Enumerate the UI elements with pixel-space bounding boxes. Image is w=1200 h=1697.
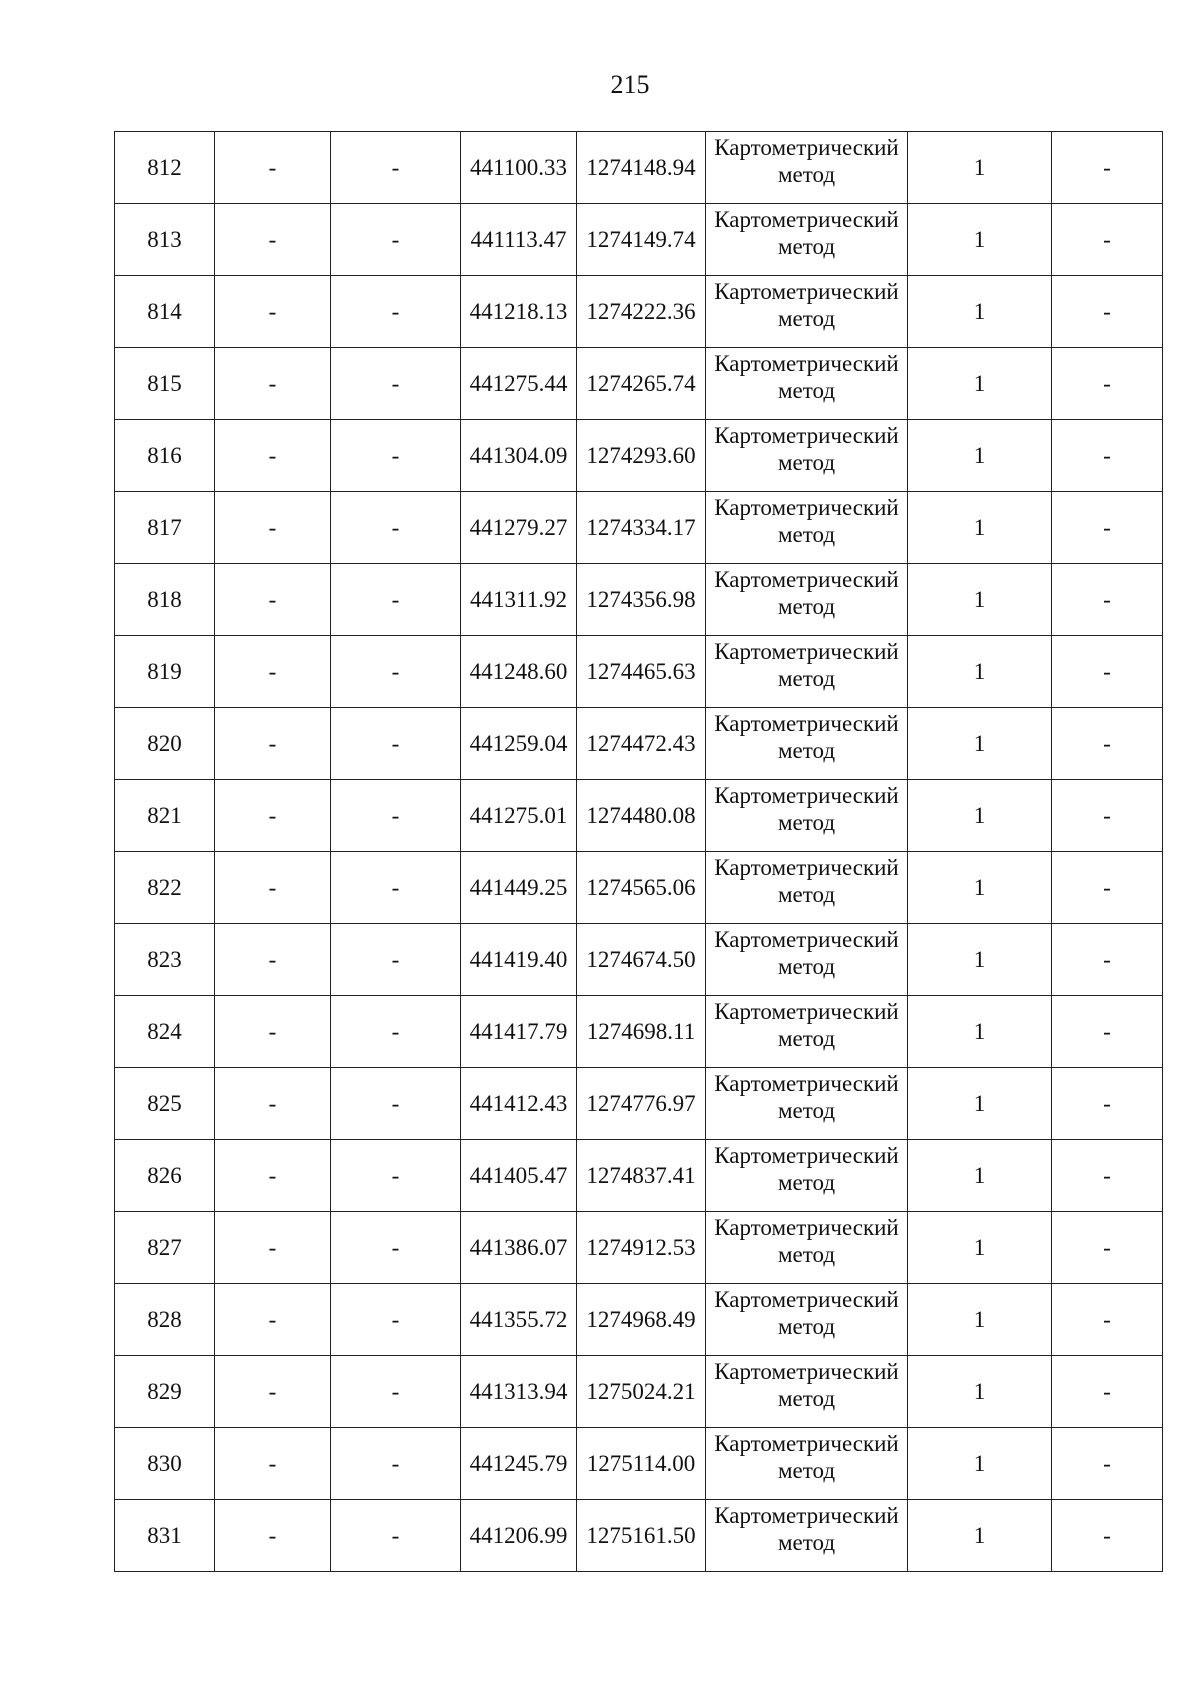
- point-number-cell: 821: [115, 780, 215, 852]
- description-dash-cell: -: [1052, 996, 1163, 1068]
- empty-dash-cell: -: [331, 708, 461, 780]
- method-cell: [706, 564, 908, 636]
- accuracy-cell: 1: [908, 420, 1052, 492]
- point-number-cell: 822: [115, 852, 215, 924]
- x-coordinate-cell: 441313.94: [461, 1356, 577, 1428]
- accuracy-cell: 1: [908, 1428, 1052, 1500]
- empty-dash-cell: -: [331, 1068, 461, 1140]
- method-line-1: Картометрический: [714, 1287, 899, 1312]
- empty-dash-cell: -: [215, 1428, 331, 1500]
- method-cell: [706, 420, 908, 492]
- empty-dash-cell: -: [215, 1356, 331, 1428]
- x-coordinate-cell: 441449.25: [461, 852, 577, 924]
- empty-dash-cell: -: [331, 492, 461, 564]
- y-coordinate-cell: 1274465.63: [577, 636, 706, 708]
- y-coordinate-cell: 1274334.17: [577, 492, 706, 564]
- empty-dash-cell: -: [215, 204, 331, 276]
- table-row: [115, 1428, 1163, 1500]
- description-dash-cell: -: [1052, 1284, 1163, 1356]
- method-line-1: Картометрический: [714, 1431, 899, 1456]
- method-line-1: Картометрический: [714, 855, 899, 880]
- y-coordinate-cell: 1274356.98: [577, 564, 706, 636]
- method-line-2: метод: [777, 1170, 836, 1195]
- accuracy-cell: 1: [908, 564, 1052, 636]
- accuracy-cell: 1: [908, 996, 1052, 1068]
- y-coordinate-cell: 1274968.49: [577, 1284, 706, 1356]
- empty-dash-cell: -: [331, 852, 461, 924]
- point-number-cell: 823: [115, 924, 215, 996]
- description-dash-cell: -: [1052, 276, 1163, 348]
- table-row: [115, 780, 1163, 852]
- y-coordinate-cell: 1275024.21: [577, 1356, 706, 1428]
- table-row: [115, 1140, 1163, 1212]
- accuracy-cell: 1: [908, 1356, 1052, 1428]
- table-row: [115, 204, 1163, 276]
- method-line-1: Картометрический: [714, 711, 899, 736]
- point-number-cell: 819: [115, 636, 215, 708]
- point-number-cell: 815: [115, 348, 215, 420]
- empty-dash-cell: -: [331, 996, 461, 1068]
- point-number-cell: 825: [115, 1068, 215, 1140]
- empty-dash-cell: -: [215, 1284, 331, 1356]
- description-dash-cell: -: [1052, 1068, 1163, 1140]
- empty-dash-cell: -: [331, 1356, 461, 1428]
- method-cell: [706, 1284, 908, 1356]
- point-number-cell: 814: [115, 276, 215, 348]
- point-number-cell: 813: [115, 204, 215, 276]
- y-coordinate-cell: 1274293.60: [577, 420, 706, 492]
- description-dash-cell: -: [1052, 636, 1163, 708]
- y-coordinate-cell: 1274565.06: [577, 852, 706, 924]
- x-coordinate-cell: 441311.92: [461, 564, 577, 636]
- method-line-1: Картометрический: [714, 999, 899, 1024]
- point-number-cell: 830: [115, 1428, 215, 1500]
- method-line-2: метод: [777, 1386, 836, 1411]
- table-row: [115, 1356, 1163, 1428]
- empty-dash-cell: -: [331, 1284, 461, 1356]
- method-line-2: метод: [777, 234, 836, 259]
- empty-dash-cell: -: [215, 852, 331, 924]
- y-coordinate-cell: 1274698.11: [577, 996, 706, 1068]
- method-cell: [706, 1428, 908, 1500]
- y-coordinate-cell: 1274149.74: [577, 204, 706, 276]
- accuracy-cell: 1: [908, 1212, 1052, 1284]
- empty-dash-cell: -: [215, 636, 331, 708]
- description-dash-cell: -: [1052, 204, 1163, 276]
- table-row: [115, 492, 1163, 564]
- point-number-cell: 818: [115, 564, 215, 636]
- accuracy-cell: 1: [908, 924, 1052, 996]
- table-row: [115, 420, 1163, 492]
- method-line-2: метод: [777, 522, 836, 547]
- x-coordinate-cell: 441245.79: [461, 1428, 577, 1500]
- description-dash-cell: -: [1052, 708, 1163, 780]
- method-cell: [706, 708, 908, 780]
- point-number-cell: 820: [115, 708, 215, 780]
- x-coordinate-cell: 441218.13: [461, 276, 577, 348]
- empty-dash-cell: -: [215, 132, 331, 204]
- method-cell: [706, 1068, 908, 1140]
- x-coordinate-cell: 441279.27: [461, 492, 577, 564]
- description-dash-cell: -: [1052, 420, 1163, 492]
- x-coordinate-cell: 441248.60: [461, 636, 577, 708]
- accuracy-cell: 1: [908, 132, 1052, 204]
- point-number-cell: 817: [115, 492, 215, 564]
- method-line-1: Картометрический: [714, 1071, 899, 1096]
- table-row: [115, 348, 1163, 420]
- method-cell: [706, 1500, 908, 1572]
- description-dash-cell: -: [1052, 1356, 1163, 1428]
- empty-dash-cell: -: [331, 780, 461, 852]
- method-line-1: Картометрический: [714, 423, 899, 448]
- y-coordinate-cell: 1274480.08: [577, 780, 706, 852]
- accuracy-cell: 1: [908, 780, 1052, 852]
- description-dash-cell: -: [1052, 132, 1163, 204]
- method-line-2: метод: [777, 882, 836, 907]
- empty-dash-cell: -: [331, 636, 461, 708]
- method-line-1: Картометрический: [714, 1143, 899, 1168]
- method-line-1: Картометрический: [714, 207, 899, 232]
- method-line-1: Картометрический: [714, 783, 899, 808]
- method-cell: [706, 276, 908, 348]
- method-cell: [706, 1356, 908, 1428]
- empty-dash-cell: -: [215, 276, 331, 348]
- point-number-cell: 812: [115, 132, 215, 204]
- method-cell: [706, 852, 908, 924]
- x-coordinate-cell: 441405.47: [461, 1140, 577, 1212]
- table-row: [115, 636, 1163, 708]
- accuracy-cell: 1: [908, 1284, 1052, 1356]
- point-number-cell: 816: [115, 420, 215, 492]
- method-line-2: метод: [777, 450, 836, 475]
- method-line-2: метод: [777, 1458, 836, 1483]
- method-line-2: метод: [777, 594, 836, 619]
- table-row: [115, 276, 1163, 348]
- method-line-1: Картометрический: [714, 1215, 899, 1240]
- method-line-2: метод: [777, 306, 836, 331]
- description-dash-cell: -: [1052, 1140, 1163, 1212]
- method-cell: [706, 132, 908, 204]
- empty-dash-cell: -: [215, 1212, 331, 1284]
- accuracy-cell: 1: [908, 1500, 1052, 1572]
- empty-dash-cell: -: [331, 924, 461, 996]
- description-dash-cell: -: [1052, 1212, 1163, 1284]
- table-row: [115, 996, 1163, 1068]
- table-row: [115, 1212, 1163, 1284]
- x-coordinate-cell: 441100.33: [461, 132, 577, 204]
- method-line-2: метод: [777, 1530, 836, 1555]
- table-row: [115, 1500, 1163, 1572]
- y-coordinate-cell: 1274148.94: [577, 132, 706, 204]
- accuracy-cell: 1: [908, 852, 1052, 924]
- x-coordinate-cell: 441275.01: [461, 780, 577, 852]
- table-row: [115, 852, 1163, 924]
- method-cell: [706, 1140, 908, 1212]
- x-coordinate-cell: 441417.79: [461, 996, 577, 1068]
- method-cell: [706, 780, 908, 852]
- method-cell: [706, 204, 908, 276]
- method-line-1: Картометрический: [714, 495, 899, 520]
- method-line-2: метод: [777, 666, 836, 691]
- description-dash-cell: -: [1052, 924, 1163, 996]
- method-cell: [706, 348, 908, 420]
- empty-dash-cell: -: [215, 996, 331, 1068]
- empty-dash-cell: -: [215, 1140, 331, 1212]
- accuracy-cell: 1: [908, 348, 1052, 420]
- y-coordinate-cell: 1274222.36: [577, 276, 706, 348]
- empty-dash-cell: -: [331, 1428, 461, 1500]
- x-coordinate-cell: 441304.09: [461, 420, 577, 492]
- method-line-1: Картометрический: [714, 135, 899, 160]
- point-number-cell: 826: [115, 1140, 215, 1212]
- page-number: 215: [610, 70, 650, 99]
- method-cell: [706, 996, 908, 1068]
- method-line-2: метод: [777, 810, 836, 835]
- accuracy-cell: 1: [908, 708, 1052, 780]
- y-coordinate-cell: 1274837.41: [577, 1140, 706, 1212]
- method-line-2: метод: [777, 954, 836, 979]
- table-body: [115, 132, 1163, 1572]
- y-coordinate-cell: 1274674.50: [577, 924, 706, 996]
- empty-dash-cell: -: [215, 1068, 331, 1140]
- method-line-1: Картометрический: [714, 279, 899, 304]
- table-row: [115, 924, 1163, 996]
- method-line-2: метод: [777, 1314, 836, 1339]
- table-row: [115, 564, 1163, 636]
- empty-dash-cell: -: [215, 492, 331, 564]
- empty-dash-cell: -: [215, 708, 331, 780]
- x-coordinate-cell: 441275.44: [461, 348, 577, 420]
- y-coordinate-cell: 1274472.43: [577, 708, 706, 780]
- table-row: [115, 132, 1163, 204]
- accuracy-cell: 1: [908, 492, 1052, 564]
- empty-dash-cell: -: [215, 420, 331, 492]
- point-number-cell: 828: [115, 1284, 215, 1356]
- description-dash-cell: -: [1052, 1428, 1163, 1500]
- method-line-1: Картометрический: [714, 1359, 899, 1384]
- y-coordinate-cell: 1274912.53: [577, 1212, 706, 1284]
- empty-dash-cell: -: [331, 1140, 461, 1212]
- y-coordinate-cell: 1275114.00: [577, 1428, 706, 1500]
- empty-dash-cell: -: [215, 780, 331, 852]
- accuracy-cell: 1: [908, 1140, 1052, 1212]
- method-line-2: метод: [777, 738, 836, 763]
- description-dash-cell: -: [1052, 852, 1163, 924]
- method-line-2: метод: [777, 162, 836, 187]
- method-line-2: метод: [777, 1098, 836, 1123]
- accuracy-cell: 1: [908, 276, 1052, 348]
- point-number-cell: 824: [115, 996, 215, 1068]
- accuracy-cell: 1: [908, 1068, 1052, 1140]
- method-line-1: Картометрический: [714, 927, 899, 952]
- method-line-2: метод: [777, 1242, 836, 1267]
- empty-dash-cell: -: [215, 1500, 331, 1572]
- y-coordinate-cell: 1274265.74: [577, 348, 706, 420]
- method-line-1: Картометрический: [714, 567, 899, 592]
- accuracy-cell: 1: [908, 204, 1052, 276]
- method-line-2: метод: [777, 1026, 836, 1051]
- table-row: [115, 708, 1163, 780]
- point-number-cell: 829: [115, 1356, 215, 1428]
- y-coordinate-cell: 1275161.50: [577, 1500, 706, 1572]
- point-number-cell: 831: [115, 1500, 215, 1572]
- empty-dash-cell: -: [331, 276, 461, 348]
- x-coordinate-cell: 441386.07: [461, 1212, 577, 1284]
- empty-dash-cell: -: [331, 564, 461, 636]
- method-line-1: Картометрический: [714, 639, 899, 664]
- empty-dash-cell: -: [215, 564, 331, 636]
- empty-dash-cell: -: [331, 132, 461, 204]
- empty-dash-cell: -: [331, 204, 461, 276]
- x-coordinate-cell: 441355.72: [461, 1284, 577, 1356]
- y-coordinate-cell: 1274776.97: [577, 1068, 706, 1140]
- x-coordinate-cell: 441259.04: [461, 708, 577, 780]
- description-dash-cell: -: [1052, 1500, 1163, 1572]
- method-line-2: метод: [777, 378, 836, 403]
- point-number-cell: 827: [115, 1212, 215, 1284]
- method-cell: [706, 1212, 908, 1284]
- description-dash-cell: -: [1052, 564, 1163, 636]
- empty-dash-cell: -: [215, 348, 331, 420]
- empty-dash-cell: -: [215, 924, 331, 996]
- empty-dash-cell: -: [331, 1212, 461, 1284]
- table-row: [115, 1284, 1163, 1356]
- x-coordinate-cell: 441206.99: [461, 1500, 577, 1572]
- empty-dash-cell: -: [331, 1500, 461, 1572]
- description-dash-cell: -: [1052, 348, 1163, 420]
- x-coordinate-cell: 441419.40: [461, 924, 577, 996]
- method-line-1: Картометрический: [714, 351, 899, 376]
- empty-dash-cell: -: [331, 420, 461, 492]
- description-dash-cell: -: [1052, 492, 1163, 564]
- coordinates-table: [114, 131, 1163, 1572]
- x-coordinate-cell: 441412.43: [461, 1068, 577, 1140]
- method-line-1: Картометрический: [714, 1503, 899, 1528]
- accuracy-cell: 1: [908, 636, 1052, 708]
- empty-dash-cell: -: [331, 348, 461, 420]
- method-cell: [706, 636, 908, 708]
- method-cell: [706, 492, 908, 564]
- method-cell: [706, 924, 908, 996]
- description-dash-cell: -: [1052, 780, 1163, 852]
- table-row: [115, 1068, 1163, 1140]
- x-coordinate-cell: 441113.47: [461, 204, 577, 276]
